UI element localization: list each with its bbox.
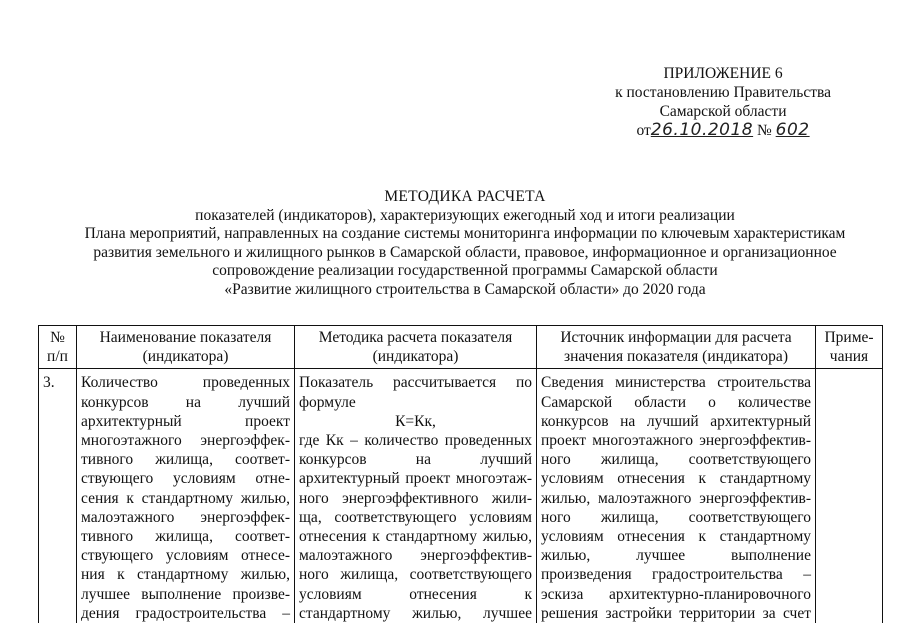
- method-line: где Кк – количество проведенных: [299, 432, 532, 450]
- source-line: произведения градостроительства –: [541, 566, 811, 584]
- source-line: решения застройки территории за счет: [541, 604, 811, 622]
- heading-title: МЕТОДИКА РАСЧЕТА: [384, 188, 546, 205]
- name-line: конкурсов на лучший: [81, 393, 290, 411]
- method-formula: К=Кк,: [395, 412, 436, 430]
- heading-line-1: показателей (индикаторов), характеризующих ежегодный ход и итоги реализации: [195, 206, 735, 224]
- method-line: ща, соответствующего условиям: [299, 508, 532, 526]
- method-line: стандартному жилью, лучшее: [299, 604, 532, 622]
- appendix-line-2: Самарской области: [659, 103, 787, 120]
- source-line: жилью, лучшее выполнение: [541, 547, 811, 565]
- heading-line-4: сопровождение реализации государственной программы Самарской области: [212, 262, 718, 280]
- name-line: архитектурный проект: [81, 412, 290, 430]
- header-method: Методика расчета показателя (индикатора): [295, 326, 537, 369]
- name-line: ствующего условиям отнесе-: [81, 547, 290, 565]
- method-line: условиям отнесения к: [299, 585, 532, 603]
- name-line: малоэтажного энергоэффек-: [81, 508, 290, 526]
- method-line: ного энергоэффективного жили-: [299, 489, 532, 507]
- row-name: [77, 369, 295, 623]
- row-method: [295, 369, 537, 623]
- indicator-table: [38, 325, 883, 623]
- date-value: 26.10.2018: [650, 120, 754, 140]
- heading-line-3: развития земельного и жилищного рынков в Самарской области, правовое, информационное и организационное: [93, 243, 837, 261]
- appendix-line-1: к постановлению Правительства: [615, 84, 831, 101]
- document-heading: [40, 188, 890, 300]
- table-row: [39, 369, 883, 623]
- name-line: ствующего условиям отне-: [81, 470, 290, 488]
- row-num: 3.: [39, 369, 77, 623]
- appendix-block: [615, 64, 831, 140]
- method-line: отнесения к стандартному жилью,: [299, 528, 532, 546]
- table-header-row: [39, 326, 883, 369]
- name-line: сения к стандартному жилью,: [81, 489, 290, 507]
- source-line: жилью, малоэтажного энергоэффектив-: [541, 489, 811, 507]
- date-prefix: от: [636, 122, 651, 139]
- heading-line-2: Плана мероприятий, направленных на создание системы мониторинга информации по ключевым характеристикам: [84, 225, 846, 243]
- name-line: ния к стандартному жилью,: [81, 566, 290, 584]
- source-line: конкурсов на лучший архитектурный: [541, 412, 811, 430]
- header-source: Источник информации для расчета значения показателя (индикатора): [537, 326, 816, 369]
- number-value: 602: [775, 120, 810, 140]
- source-line: эскиза архитектурно-планировочного: [541, 585, 811, 603]
- name-line: лучшее выполнение произве-: [81, 585, 290, 603]
- method-line: конкурсов на лучший: [299, 451, 532, 469]
- appendix-title: ПРИЛОЖЕНИЕ 6: [663, 65, 783, 82]
- method-line: архитектурный проект многоэтаж-: [299, 470, 532, 488]
- source-line: условиям отнесения к стандартному: [541, 528, 811, 546]
- heading-line-5: «Развитие жилищного строительства в Самарской области» до 2020 года: [224, 280, 706, 298]
- name-line: дения градостроительства –: [81, 604, 290, 622]
- source-line: условиям отнесения к стандартному: [541, 470, 811, 488]
- source-line: проект многоэтажного энергоэффектив-: [541, 432, 811, 450]
- header-num: № п/п: [39, 326, 77, 369]
- source-line: Сведения министерства строительства: [541, 374, 811, 392]
- number-prefix: №: [757, 122, 772, 139]
- name-line: многоэтажного энергоэффек-: [81, 432, 290, 450]
- method-line: Показатель рассчитывается по: [299, 374, 532, 392]
- method-line: ного жилища, соответствующего: [299, 566, 532, 584]
- header-notes: Приме-чания: [816, 326, 883, 369]
- source-line: ного жилища, соответствующего: [541, 508, 811, 526]
- method-line: малоэтажного энергоэффектив-: [299, 547, 532, 565]
- header-name: Наименование показателя (индикатора): [77, 326, 295, 369]
- name-line: Количество проведенных: [81, 374, 290, 392]
- name-line: тивного жилища, соответ-: [81, 528, 290, 546]
- appendix-date-line: [615, 121, 831, 140]
- row-source: [537, 369, 816, 623]
- method-line: формуле: [299, 393, 356, 411]
- row-notes: [816, 369, 883, 623]
- name-line: тивного жилища, соответ-: [81, 451, 290, 469]
- source-line: Самарской области о количестве: [541, 393, 811, 411]
- source-line: ного жилища, соответствующего: [541, 451, 811, 469]
